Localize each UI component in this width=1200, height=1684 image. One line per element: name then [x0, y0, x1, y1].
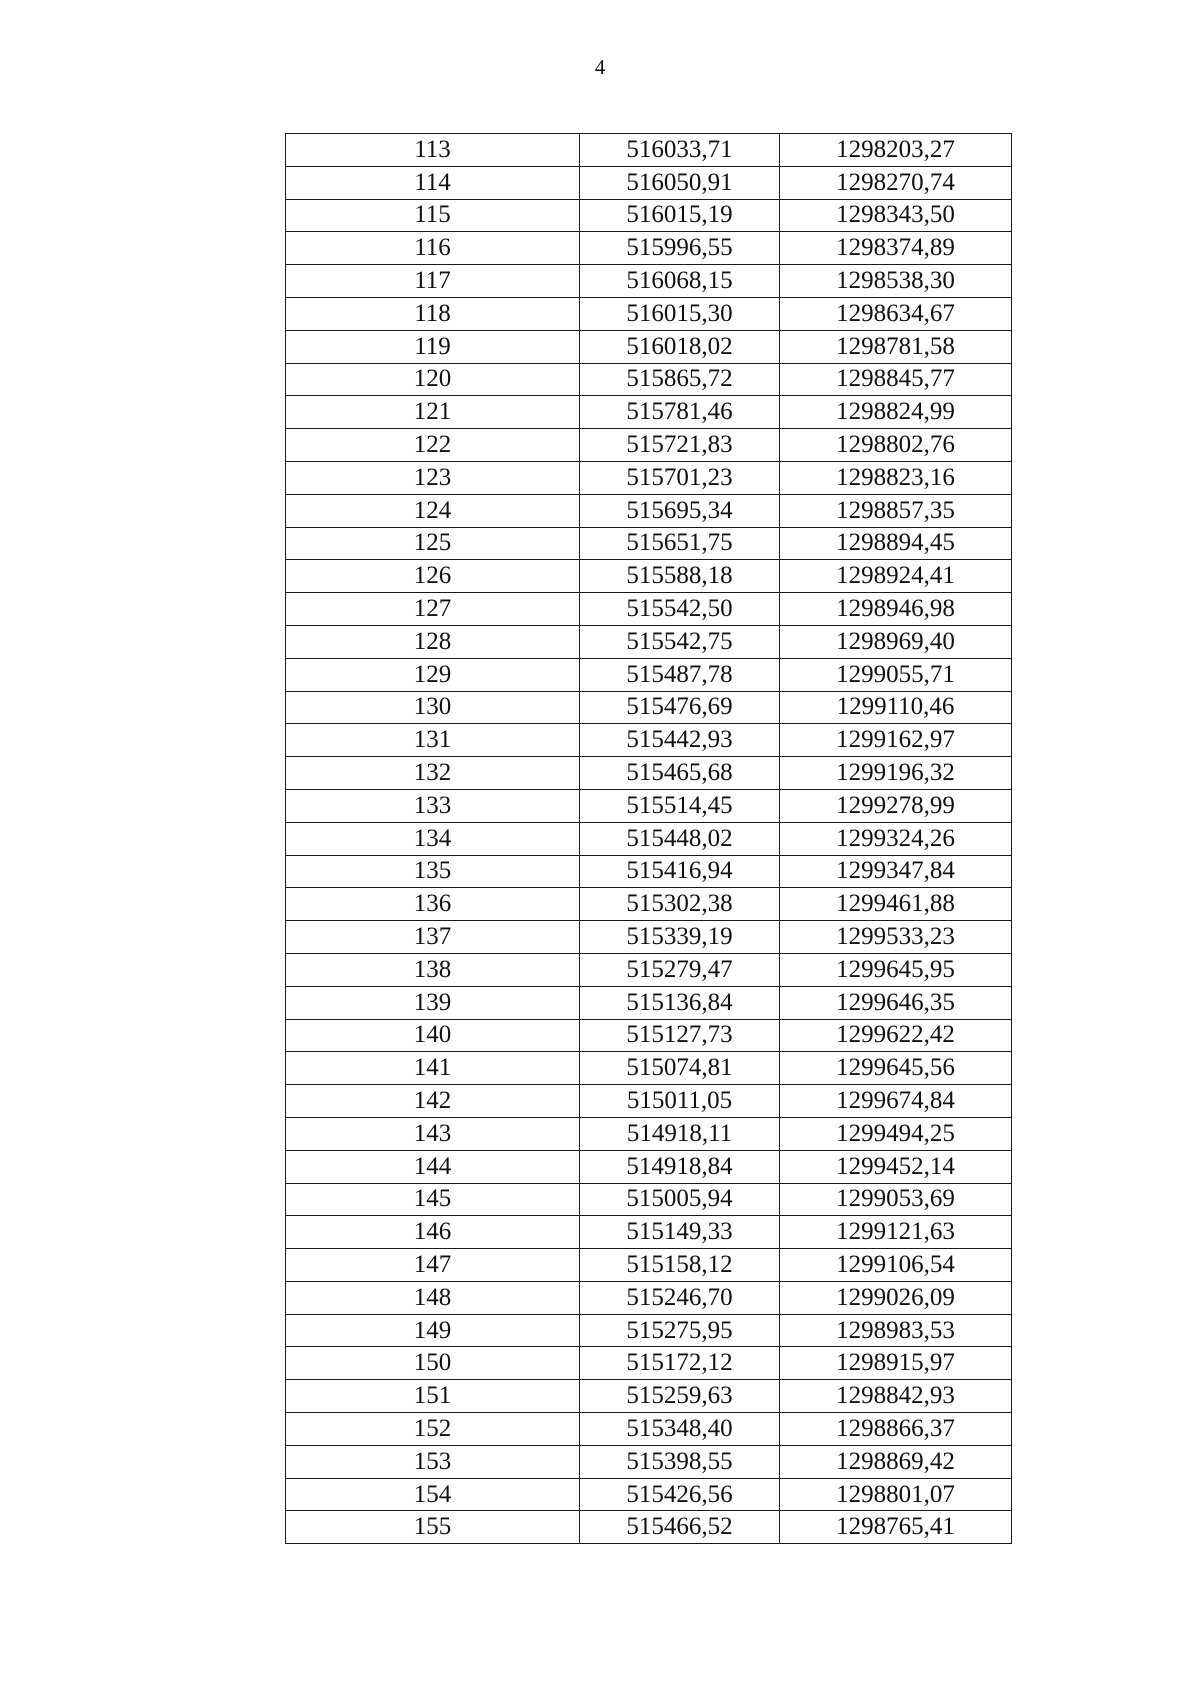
x-coordinate-cell: 515339,19 — [580, 921, 780, 954]
point-number-cell: 141 — [286, 1052, 580, 1085]
y-coordinate-cell: 1299461,88 — [780, 888, 1012, 921]
point-number-cell: 134 — [286, 822, 580, 855]
table-row — [286, 986, 1012, 1019]
y-coordinate-cell: 1299494,25 — [780, 1117, 1012, 1150]
table-row — [286, 527, 1012, 560]
table-row — [286, 593, 1012, 626]
y-coordinate-cell: 1299324,26 — [780, 822, 1012, 855]
point-number-cell: 140 — [286, 1019, 580, 1052]
x-coordinate-cell: 515172,12 — [580, 1347, 780, 1380]
point-number-cell: 119 — [286, 330, 580, 363]
table-row — [286, 921, 1012, 954]
table-row — [286, 1085, 1012, 1118]
x-coordinate-cell: 515011,05 — [580, 1085, 780, 1118]
y-coordinate-cell: 1299645,95 — [780, 953, 1012, 986]
x-coordinate-cell: 514918,84 — [580, 1150, 780, 1183]
table-row — [286, 1347, 1012, 1380]
table-row — [286, 134, 1012, 167]
x-coordinate-cell: 515149,33 — [580, 1216, 780, 1249]
point-number-cell: 143 — [286, 1117, 580, 1150]
x-coordinate-cell: 515398,55 — [580, 1445, 780, 1478]
y-coordinate-cell: 1298823,16 — [780, 461, 1012, 494]
x-coordinate-cell: 515781,46 — [580, 396, 780, 429]
y-coordinate-cell: 1298946,98 — [780, 593, 1012, 626]
x-coordinate-cell: 515246,70 — [580, 1281, 780, 1314]
table-row — [286, 1281, 1012, 1314]
y-coordinate-cell: 1298845,77 — [780, 363, 1012, 396]
table-row — [286, 822, 1012, 855]
y-coordinate-cell: 1298802,76 — [780, 429, 1012, 462]
coordinates-table-body — [286, 134, 1012, 1544]
table-row — [286, 494, 1012, 527]
x-coordinate-cell: 516068,15 — [580, 265, 780, 298]
table-row — [286, 1445, 1012, 1478]
x-coordinate-cell: 515275,95 — [580, 1314, 780, 1347]
table-row — [286, 429, 1012, 462]
y-coordinate-cell: 1299106,54 — [780, 1249, 1012, 1282]
point-number-cell: 125 — [286, 527, 580, 560]
y-coordinate-cell: 1298857,35 — [780, 494, 1012, 527]
x-coordinate-cell: 515721,83 — [580, 429, 780, 462]
table-row — [286, 1249, 1012, 1282]
y-coordinate-cell: 1299533,23 — [780, 921, 1012, 954]
point-number-cell: 147 — [286, 1249, 580, 1282]
y-coordinate-cell: 1299622,42 — [780, 1019, 1012, 1052]
table-row — [286, 1019, 1012, 1052]
x-coordinate-cell: 515416,94 — [580, 855, 780, 888]
point-number-cell: 146 — [286, 1216, 580, 1249]
table-row — [286, 625, 1012, 658]
table-row — [286, 1117, 1012, 1150]
y-coordinate-cell: 1298969,40 — [780, 625, 1012, 658]
y-coordinate-cell: 1298781,58 — [780, 330, 1012, 363]
table-row — [286, 658, 1012, 691]
x-coordinate-cell: 515865,72 — [580, 363, 780, 396]
y-coordinate-cell: 1299646,35 — [780, 986, 1012, 1019]
table-row — [286, 888, 1012, 921]
x-coordinate-cell: 515476,69 — [580, 691, 780, 724]
x-coordinate-cell: 516018,02 — [580, 330, 780, 363]
table-row — [286, 166, 1012, 199]
x-coordinate-cell: 515466,52 — [580, 1511, 780, 1544]
point-number-cell: 152 — [286, 1413, 580, 1446]
x-coordinate-cell: 515426,56 — [580, 1478, 780, 1511]
coordinates-table — [285, 133, 1012, 1544]
point-number-cell: 137 — [286, 921, 580, 954]
table-row — [286, 1413, 1012, 1446]
x-coordinate-cell: 515514,45 — [580, 789, 780, 822]
point-number-cell: 139 — [286, 986, 580, 1019]
y-coordinate-cell: 1299347,84 — [780, 855, 1012, 888]
point-number-cell: 120 — [286, 363, 580, 396]
y-coordinate-cell: 1298765,41 — [780, 1511, 1012, 1544]
y-coordinate-cell: 1298801,07 — [780, 1478, 1012, 1511]
y-coordinate-cell: 1299645,56 — [780, 1052, 1012, 1085]
point-number-cell: 144 — [286, 1150, 580, 1183]
table-row — [286, 953, 1012, 986]
point-number-cell: 142 — [286, 1085, 580, 1118]
x-coordinate-cell: 515279,47 — [580, 953, 780, 986]
x-coordinate-cell: 515127,73 — [580, 1019, 780, 1052]
table-row — [286, 1150, 1012, 1183]
point-number-cell: 138 — [286, 953, 580, 986]
x-coordinate-cell: 515487,78 — [580, 658, 780, 691]
point-number-cell: 118 — [286, 297, 580, 330]
y-coordinate-cell: 1299278,99 — [780, 789, 1012, 822]
point-number-cell: 148 — [286, 1281, 580, 1314]
table-row — [286, 363, 1012, 396]
y-coordinate-cell: 1298869,42 — [780, 1445, 1012, 1478]
table-row — [286, 461, 1012, 494]
y-coordinate-cell: 1298983,53 — [780, 1314, 1012, 1347]
point-number-cell: 130 — [286, 691, 580, 724]
y-coordinate-cell: 1298842,93 — [780, 1380, 1012, 1413]
table-row — [286, 789, 1012, 822]
point-number-cell: 155 — [286, 1511, 580, 1544]
point-number-cell: 123 — [286, 461, 580, 494]
x-coordinate-cell: 515996,55 — [580, 232, 780, 265]
y-coordinate-cell: 1298343,50 — [780, 199, 1012, 232]
point-number-cell: 133 — [286, 789, 580, 822]
table-row — [286, 1478, 1012, 1511]
page-number: 4 — [594, 55, 606, 79]
point-number-cell: 122 — [286, 429, 580, 462]
point-number-cell: 149 — [286, 1314, 580, 1347]
table-row — [286, 1183, 1012, 1216]
y-coordinate-cell: 1298634,67 — [780, 297, 1012, 330]
table-row — [286, 1511, 1012, 1544]
y-coordinate-cell: 1299055,71 — [780, 658, 1012, 691]
table-row — [286, 232, 1012, 265]
y-coordinate-cell: 1299162,97 — [780, 724, 1012, 757]
x-coordinate-cell: 515348,40 — [580, 1413, 780, 1446]
x-coordinate-cell: 515695,34 — [580, 494, 780, 527]
x-coordinate-cell: 515542,50 — [580, 593, 780, 626]
x-coordinate-cell: 515302,38 — [580, 888, 780, 921]
y-coordinate-cell: 1299121,63 — [780, 1216, 1012, 1249]
point-number-cell: 113 — [286, 134, 580, 167]
point-number-cell: 154 — [286, 1478, 580, 1511]
y-coordinate-cell: 1299674,84 — [780, 1085, 1012, 1118]
x-coordinate-cell: 515074,81 — [580, 1052, 780, 1085]
point-number-cell: 117 — [286, 265, 580, 298]
table-row — [286, 265, 1012, 298]
table-row — [286, 691, 1012, 724]
y-coordinate-cell: 1299196,32 — [780, 757, 1012, 790]
x-coordinate-cell: 515542,75 — [580, 625, 780, 658]
y-coordinate-cell: 1298866,37 — [780, 1413, 1012, 1446]
x-coordinate-cell: 515701,23 — [580, 461, 780, 494]
table-row — [286, 199, 1012, 232]
x-coordinate-cell: 516033,71 — [580, 134, 780, 167]
x-coordinate-cell: 515588,18 — [580, 560, 780, 593]
x-coordinate-cell: 515651,75 — [580, 527, 780, 560]
point-number-cell: 153 — [286, 1445, 580, 1478]
point-number-cell: 135 — [286, 855, 580, 888]
x-coordinate-cell: 515465,68 — [580, 757, 780, 790]
table-row — [286, 330, 1012, 363]
x-coordinate-cell: 515442,93 — [580, 724, 780, 757]
table-row — [286, 396, 1012, 429]
point-number-cell: 131 — [286, 724, 580, 757]
x-coordinate-cell: 515136,84 — [580, 986, 780, 1019]
x-coordinate-cell: 515158,12 — [580, 1249, 780, 1282]
table-row — [286, 1216, 1012, 1249]
point-number-cell: 129 — [286, 658, 580, 691]
point-number-cell: 121 — [286, 396, 580, 429]
table-row — [286, 1314, 1012, 1347]
point-number-cell: 132 — [286, 757, 580, 790]
table-row — [286, 1380, 1012, 1413]
x-coordinate-cell: 515005,94 — [580, 1183, 780, 1216]
table-row — [286, 724, 1012, 757]
table-row — [286, 560, 1012, 593]
y-coordinate-cell: 1298203,27 — [780, 134, 1012, 167]
y-coordinate-cell: 1299110,46 — [780, 691, 1012, 724]
y-coordinate-cell: 1298374,89 — [780, 232, 1012, 265]
point-number-cell: 127 — [286, 593, 580, 626]
x-coordinate-cell: 516015,19 — [580, 199, 780, 232]
y-coordinate-cell: 1298270,74 — [780, 166, 1012, 199]
y-coordinate-cell: 1298894,45 — [780, 527, 1012, 560]
x-coordinate-cell: 515448,02 — [580, 822, 780, 855]
table-row — [286, 297, 1012, 330]
x-coordinate-cell: 516015,30 — [580, 297, 780, 330]
point-number-cell: 124 — [286, 494, 580, 527]
x-coordinate-cell: 516050,91 — [580, 166, 780, 199]
table-row — [286, 757, 1012, 790]
point-number-cell: 136 — [286, 888, 580, 921]
y-coordinate-cell: 1298824,99 — [780, 396, 1012, 429]
y-coordinate-cell: 1298538,30 — [780, 265, 1012, 298]
x-coordinate-cell: 515259,63 — [580, 1380, 780, 1413]
point-number-cell: 145 — [286, 1183, 580, 1216]
point-number-cell: 150 — [286, 1347, 580, 1380]
y-coordinate-cell: 1299053,69 — [780, 1183, 1012, 1216]
y-coordinate-cell: 1299452,14 — [780, 1150, 1012, 1183]
y-coordinate-cell: 1298915,97 — [780, 1347, 1012, 1380]
point-number-cell: 128 — [286, 625, 580, 658]
point-number-cell: 126 — [286, 560, 580, 593]
x-coordinate-cell: 514918,11 — [580, 1117, 780, 1150]
point-number-cell: 116 — [286, 232, 580, 265]
table-row — [286, 1052, 1012, 1085]
point-number-cell: 114 — [286, 166, 580, 199]
point-number-cell: 115 — [286, 199, 580, 232]
table-row — [286, 855, 1012, 888]
y-coordinate-cell: 1299026,09 — [780, 1281, 1012, 1314]
point-number-cell: 151 — [286, 1380, 580, 1413]
y-coordinate-cell: 1298924,41 — [780, 560, 1012, 593]
